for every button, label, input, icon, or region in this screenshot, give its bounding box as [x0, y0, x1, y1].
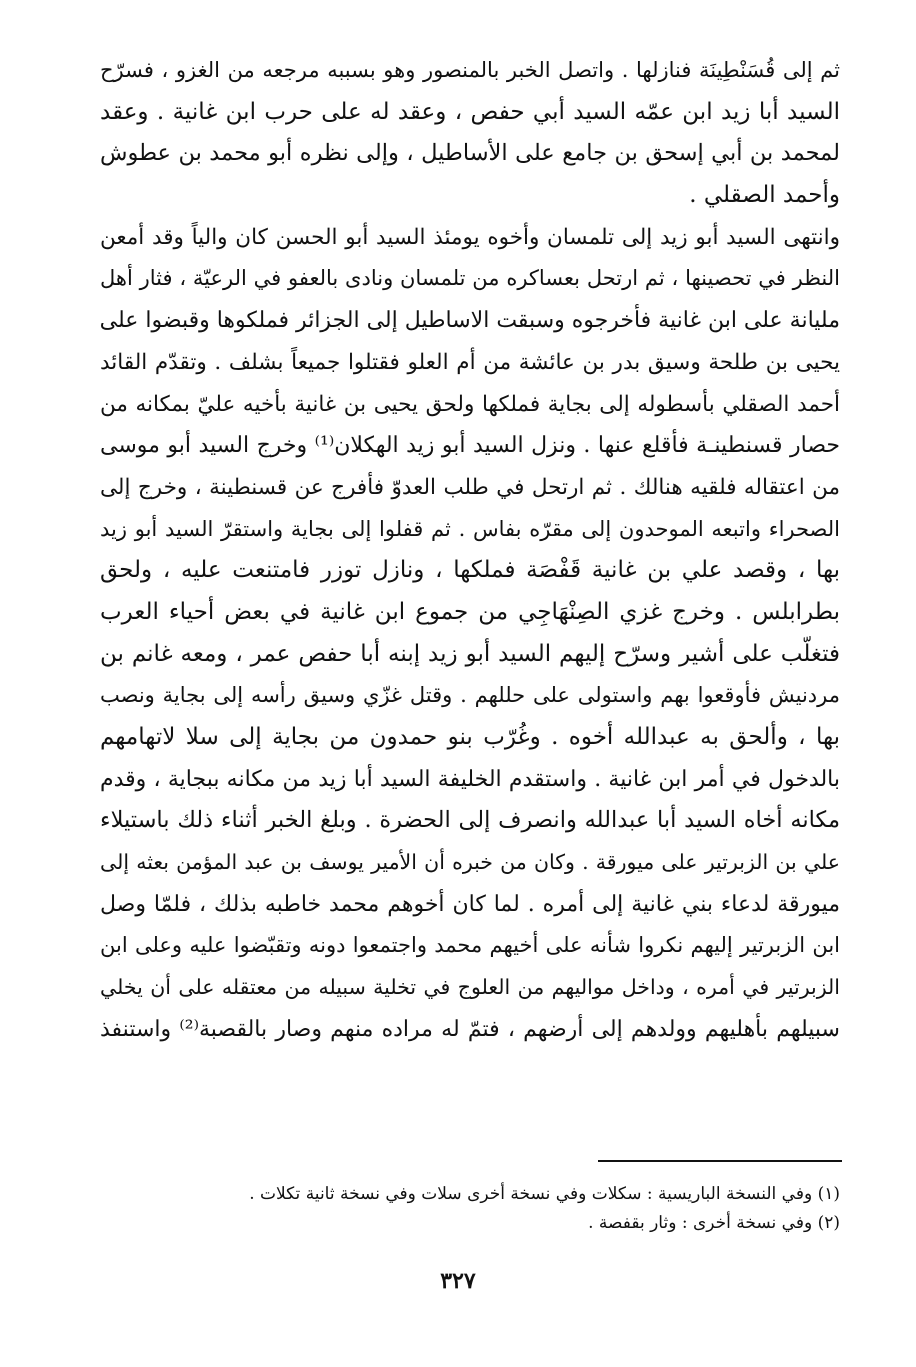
- text-line: بها ، وألحق به عبدالله أخوه . وغُرّب بنو حمدون من بجاية إلى سلا لاتهامهم: [100, 724, 840, 750]
- text-line: حصار قسنطينـة فأقلع عنها . ونزل السيد أبو زيد الهكلان⁽¹⁾ وخرج السيد أبو موسى: [100, 433, 840, 459]
- text-line: علي بن الزبرتير على ميورقة . وكان من خبره أن الأمير يوسف بن عبد المؤمن بعثه إلى: [100, 850, 840, 875]
- main-text: [100, 50, 840, 1051]
- text-line: بها ، وقصد علي بن غانية قَفْصَة فملكها ، ونازل توزر فامتنعت عليه ، ولحق: [100, 557, 840, 584]
- text-line: فتغلّب على أشير وسرّح إليهم السيد أبو زيد إبنه أبا حفص عمر ، ومعه غانم بن: [100, 640, 840, 667]
- text-line: بطرابلس . وخرج غزي الصِنْهَاجِي من جموع ابن غانية في بعض أحياء العرب: [100, 598, 840, 625]
- footnote-2: (٢) وفي نسخة أخرى : وثار بقفصة .: [588, 1213, 840, 1233]
- footnote-divider: [598, 1160, 842, 1162]
- text-line: مكانه أخاه السيد أبا عبدالله وانصرف إلى الحضرة . وبلغ الخبر أثناء ذلك باستيلاء: [100, 807, 840, 834]
- text-line: النظر في تحصينها ، ثم ارتحل بعساكره من تلمسان ونادى بالعفو في الرعيّة ، فثار أهل: [100, 266, 840, 291]
- footnote-1: (١) وفي النسخة الباريسية : سكلات وفي نسخة أخرى سلات وفي نسخة ثانية تكلات .: [249, 1184, 840, 1204]
- text-line: مردنيش فأوقعوا بهم واستولى على حللهم . وقتل غزّي وسيق رأسه إلى بجاية ونصب: [100, 683, 840, 708]
- text-line: وانتهى السيد أبو زيد إلى تلمسان وأخوه يومئذ السيد أبو الحسن كان والياً وقد أمعن: [100, 224, 840, 250]
- footnotes: [200, 1180, 840, 1238]
- text-line: من اعتقاله فلقيه هنالك . ثم ارتحل في طلب العدوّ فأفرج عن قسنطينة ، وخرج إلى: [100, 474, 840, 500]
- text-line: يحيى بن طلحة وسيق بدر بن عائشة من أم العلو فقتلوا جميعاً بشلف . وتقدّم القائد: [100, 349, 840, 375]
- text-line: ثم إلى قُسَنْطِينَة فنازلها . واتصل الخبر بالمنصور وهو بسببه مرجعه من الغزو ، فسرّح: [100, 58, 840, 82]
- text-line: السيد أبا زيد ابن عمّه السيد أبي حفص ، وعقد له على حرب ابن غانية . وعقد: [100, 98, 840, 125]
- text-line: أحمد الصقلي بأسطوله إلى بجاية فملكها ولحق يحيى بن غانية بأخيه عليّ بمكانه من: [100, 391, 840, 417]
- text-line: الزبرتير في أمره ، وداخل مواليهم من العلوج في تخلية سبيله من معتقله على أن يخلي: [100, 975, 840, 1000]
- text-line: لمحمد بن أبي إسحق بن جامع على الأساطيل ، وإلى نظره أبو محمد بن عطوش: [100, 140, 840, 167]
- text-line: ابن الزبرتير إليهم نكروا شأنه على أخيهم محمد واجتمعوا دونه وتقبّضوا عليه وعلى ابن: [100, 933, 840, 958]
- page-number: ٣٢٧: [440, 1268, 476, 1294]
- text-line: بالدخول في أمر ابن غانية . واستقدم الخليفة السيد أبا زيد من مكانه ببجاية ، وقدم: [100, 766, 840, 792]
- text-line: ميورقة لدعاء بني غانية إلى أمره . لما كان أخوهم محمد خاطبه بذلك ، فلمّا وصل: [100, 891, 840, 917]
- text-line: سبيلهم بأهليهم وولدهم إلى أرضهم ، فتمّ له مراده منهم وصار بالقصبة⁽²⁾ واستنفذ: [100, 1016, 840, 1042]
- text-line: وأحمد الصقلي .: [689, 182, 840, 209]
- text-line: الصحراء واتبعه الموحدون إلى مقرّه بفاس . ثم قفلوا إلى بجاية واستقرّ السيد أبو زيد: [100, 516, 840, 541]
- text-line: مليانة على ابن غانية فأخرجوه وسبقت الاساطيل إلى الجزائر فملكوها وقبضوا على: [100, 308, 840, 334]
